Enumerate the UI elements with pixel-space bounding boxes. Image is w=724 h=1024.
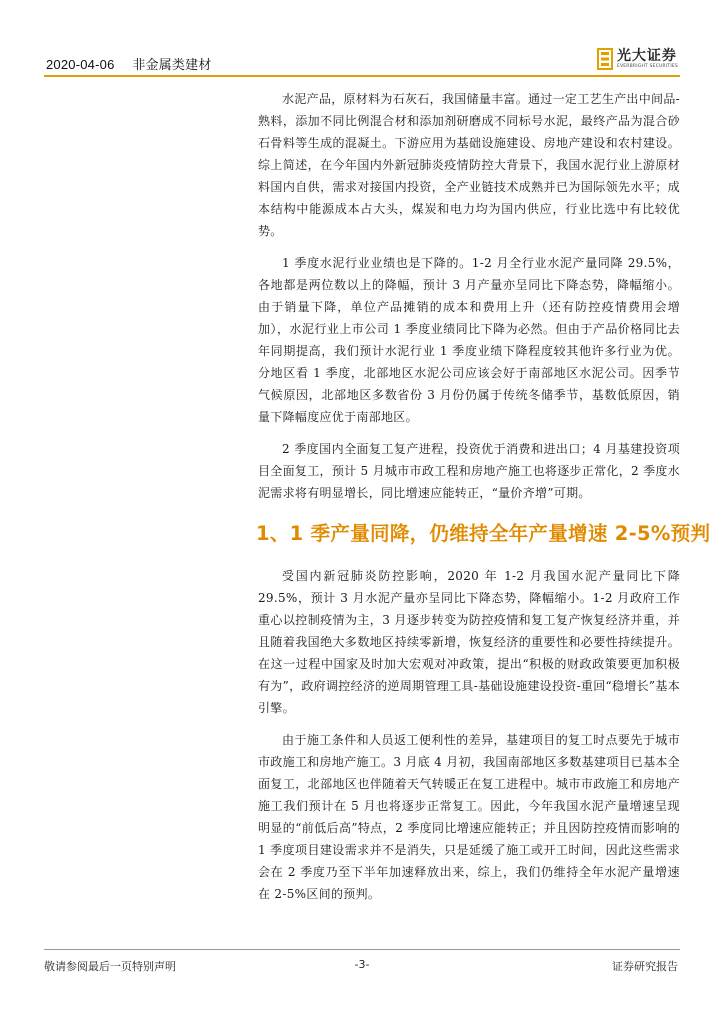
logo-chinese-name: 光大证券 bbox=[616, 47, 677, 64]
page-footer bbox=[44, 958, 680, 974]
report-category: 非金属类建材 bbox=[132, 57, 212, 72]
body-paragraph: 水泥产品，原材料为石灰石，我国储量丰富。通过一定工艺生产出中间品-熟料，添加不同比例混合材和添加剂研磨成不同标号水泥，最终产品为混合砂石骨料等生成的混凝土。下游应用为基础设施建设、房地产建设和农村建设。综上简述，在今年国内外新冠肺炎疫情防控大背景下，我国水泥行业上游原材料国内自供，需求对接国内投资，全产业链技术成熟并已为国际领先水平；成本结构中能源成本占大头，煤炭和电力均为国内供应，行业比选中有比较优势。 bbox=[258, 92, 680, 238]
report-date: 2020-04-06 bbox=[46, 57, 115, 72]
intro-body bbox=[258, 88, 680, 514]
everbright-logo bbox=[597, 46, 678, 72]
section-body bbox=[258, 565, 680, 915]
report-type: 证券研究报告 bbox=[612, 960, 678, 973]
header-divider bbox=[44, 75, 680, 77]
body-paragraph: 1 季度水泥行业业绩也是下降的。1-2 月全行业水泥产量同降 29.5%，各地都是两位数以上的降幅，预计 3 月产量亦呈同比下降态势，降幅缩小。由于销量下降，单位产品摊销的成本和费用上升（还有防控疫情费用会增加），水泥行业上市公司 1 季度业绩同比下降为必然。但由于产品价格同比去年同期提高，我们预计水泥行业 1 季度业绩下降程度较其他许多行业为优。分地区看 1 季度，北部地区水泥公司应该会好于南部地区水泥公司。因季节气候原因，北部地区多数省份 3 月份仍属于传统冬储季节，基数低原因，销量下降幅度应优于南部地区。 bbox=[258, 256, 680, 424]
disclaimer-note: 敬请参阅最后一页特别声明 bbox=[44, 960, 176, 973]
page-header bbox=[46, 44, 680, 76]
section-paragraph: 受国内新冠肺炎防控影响，2020 年 1-2 月我国水泥产量同比下降 29.5%，预计 3 月水泥产量亦呈同比下降态势，降幅缩小。1-2 月政府工作重心以控制疫情为主，3 月逐步转变为防控疫情和复工复产恢复经济并重，并且随着我国绝大多数地区持续零新增，恢复经济的重要性和必要性持续提升。在这一过程中国家及时加大宏观对冲政策，提出“积极的财政政策要更加积极有为”，政府调控经济的逆周期管理工具-基础设施建设投资-重回“稳增长”基本引擎。 bbox=[258, 569, 680, 715]
body-paragraph: 2 季度国内全面复工复产进程，投资优于消费和进出口；4 月基建投资项目全面复工，预计 5 月城市市政工程和房地产施工也将逐步正常化，2 季度水泥需求将有明显增长，同比增速应能转正，“量价齐增”可期。 bbox=[258, 442, 680, 500]
section-heading: 1、1 季产量同降，仍维持全年产量增速 2-5%预判 bbox=[256, 522, 711, 545]
page-number: -3- bbox=[354, 958, 370, 971]
logo-mark-icon bbox=[597, 48, 613, 70]
footer-divider bbox=[44, 949, 680, 950]
header-left bbox=[46, 54, 212, 73]
logo-english-name: EVERBRIGHT SECURITIES bbox=[616, 63, 678, 69]
section-paragraph: 由于施工条件和人员返工便利性的差异，基建项目的复工时点要先于城市市政施工和房地产施工。3 月底 4 月初，我国南部地区多数基建项目已基本全面复工，北部地区也伴随着天气转暖正在复工进程中。城市市政施工和房地产施工我们预计在 5 月也将逐步正常复工。因此，今年我国水泥产量增速呈现明显的“前低后高”特点，2 季度同比增速应能转正；并且因防控疫情而影响的 1 季度项目建设需求并不是消失，只是延缓了施工或开工时间，因此这些需求会在 2 季度乃至下半年加速释放出来，综上，我们仍维持全年水泥产量增速在 2-5%区间的预判。 bbox=[258, 733, 680, 901]
